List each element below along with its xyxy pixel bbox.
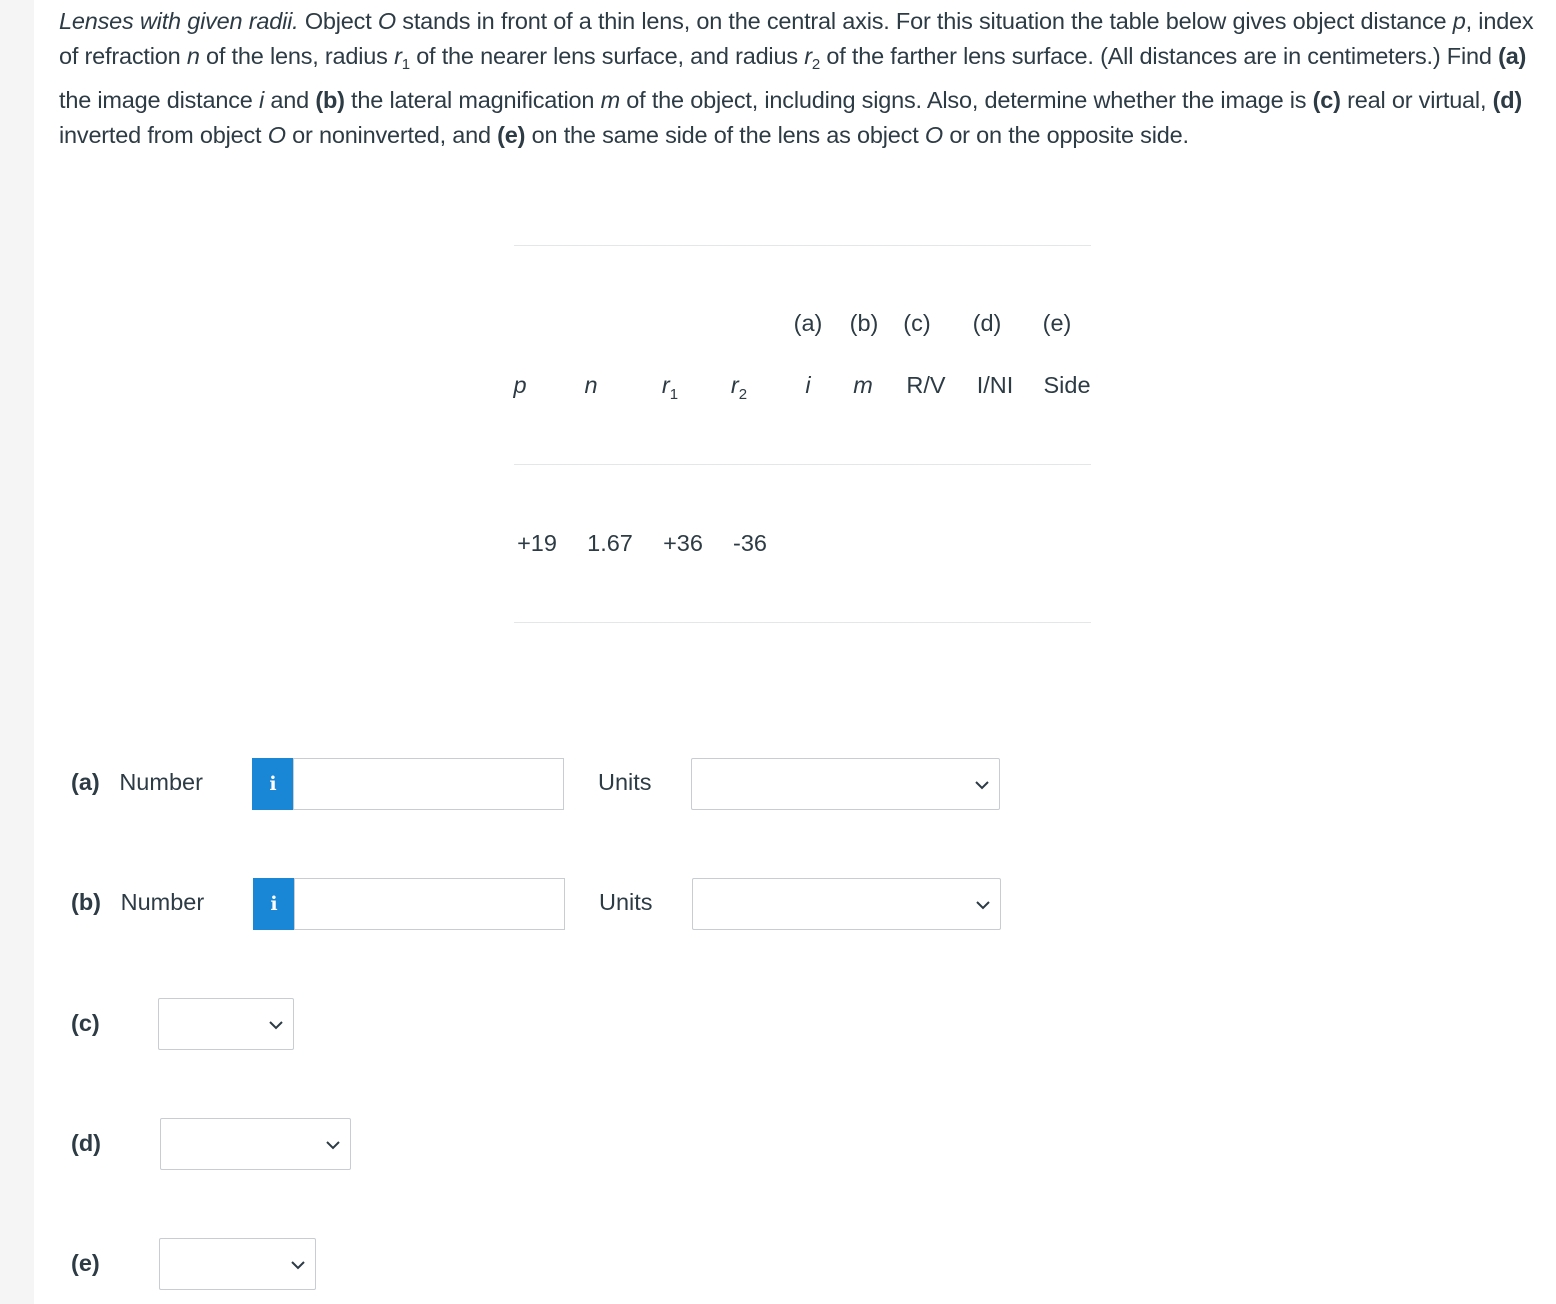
header-i: i (805, 372, 811, 398)
value-r1: +36 (663, 530, 703, 556)
answer-d-label: (d) (71, 1130, 102, 1156)
answer-b-units-label: Units (599, 889, 653, 915)
answer-a-label: (a) Number (71, 769, 203, 795)
chevron-down-icon (324, 1136, 342, 1154)
answer-e-label: (e) (71, 1250, 100, 1276)
header-letter-c: (c) (903, 310, 931, 336)
header-letter-d: (d) (972, 310, 1002, 336)
header-m: m (853, 372, 873, 398)
answer-c-select[interactable] (158, 998, 294, 1050)
answer-b-number-input[interactable] (294, 878, 565, 930)
answer-e-select[interactable] (159, 1238, 316, 1290)
header-ini: I/NI (976, 372, 1014, 398)
chevron-down-icon (973, 776, 991, 794)
value-p: +19 (517, 530, 557, 556)
left-margin-strip (0, 0, 34, 1304)
header-p: p (513, 372, 527, 398)
chevron-down-icon (974, 896, 992, 914)
header-letter-a: (a) (793, 310, 823, 336)
answer-d-select[interactable] (160, 1118, 351, 1170)
answer-a-number-input[interactable] (293, 758, 564, 810)
header-rv: R/V (906, 372, 946, 398)
table-divider (514, 245, 1091, 246)
info-icon[interactable]: i (253, 878, 295, 930)
answer-c-label: (c) (71, 1010, 100, 1036)
problem-statement: Lenses with given radii. Object O stands in front of a thin lens, on the central axis. For this situation the table below gives object distance p, index of refraction n of the lens, radius $r_1$ of the nearer lens surface, and radius $r_2$ of the farther lens surface. (All distances are in centimeters.) Find (a) the image distance i and (b) the lateral magnification m of the object, including signs. Also, determine whether the image is (c) real or virtual, (d) inverted from object O or noninverted, and (e) on the same side of the lens as object O or on the opposite side. (59, 8, 1534, 148)
header-letter-e: (e) (1042, 310, 1072, 336)
data-table (514, 245, 1091, 623)
header-letter-b: (b) (849, 310, 879, 336)
header-r1: $r_1$ (661, 372, 679, 403)
value-r2: -36 (733, 530, 767, 556)
answer-b-units-select[interactable] (692, 878, 1001, 930)
table-divider (514, 464, 1091, 465)
chevron-down-icon (289, 1256, 307, 1274)
answer-a-units-select[interactable] (691, 758, 1000, 810)
info-icon[interactable]: i (252, 758, 294, 810)
chevron-down-icon (267, 1016, 285, 1034)
value-n: 1.67 (587, 530, 633, 556)
answer-b-label: (b) Number (71, 889, 205, 915)
header-side: Side (1043, 372, 1091, 398)
header-r2: $r_2$ (730, 372, 748, 403)
table-divider (514, 622, 1091, 623)
answer-a-units-label: Units (598, 769, 652, 795)
header-n: n (584, 372, 598, 398)
